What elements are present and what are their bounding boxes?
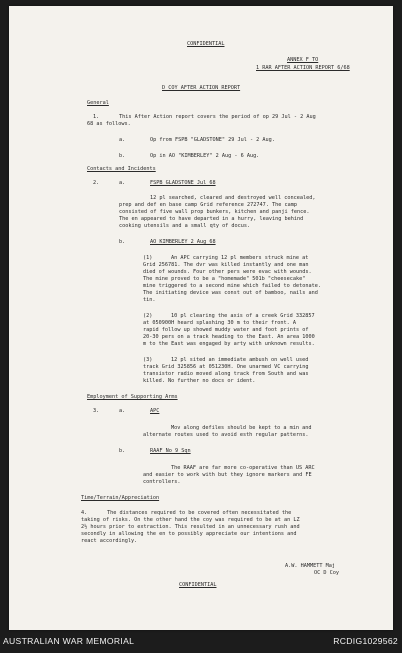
paragraph-line: react accordingly.: [81, 538, 138, 544]
signature-role: OC D Coy: [314, 570, 339, 576]
sub-heading: AO KIMBERLEY 2 Aug 68: [150, 239, 216, 245]
annex-line-2: 1 RAR AFTER ACTION REPORT 6/68: [256, 65, 350, 71]
sub-label: a.: [119, 180, 126, 186]
sub-item-text: Op in AO "KIMBERLEY" 2 Aug - 6 Aug.: [150, 153, 260, 159]
paragraph-line: transistor radio moved along track from South and was: [143, 371, 309, 377]
sub-label: a.: [119, 137, 126, 143]
annex-line-1: ANNEX F TO: [287, 57, 319, 63]
paragraph-line: 20-30 pers on a track heading to the East. An area 1000: [143, 334, 315, 340]
paragraph-line: controllers.: [143, 479, 181, 485]
item-number: (2): [143, 313, 153, 319]
paragraph-line: rapid follow up showed muddy water and foot prints of: [143, 327, 309, 333]
sub-heading: FSPB GLADSTONE Jul 68: [150, 180, 216, 186]
paragraph-line: tin.: [143, 297, 156, 303]
paragraph-line: 12 pl searched, cleared and destroyed well concealed,: [150, 195, 316, 201]
paragraph-line: 2½ hours prior to extraction. This resulted in an unnecessary rush and: [81, 524, 300, 530]
sub-heading: APC: [150, 408, 160, 414]
section-heading-time-terrain: Time/Terrain/Appreciation: [81, 495, 160, 501]
classification-header: CONFIDENTIAL: [187, 41, 225, 47]
paragraph-line: The initiating device was const out of bamboo, nails and: [143, 290, 318, 296]
archive-source-label: AUSTRALIAN WAR MEMORIAL: [3, 636, 135, 646]
paragraph-line: The en appeared to have departed in a hurry, leaving behind: [119, 216, 304, 222]
signature-name: A.W. HAMMETT Maj: [285, 563, 335, 569]
sub-label: a.: [119, 408, 126, 414]
paragraph-line: cooking utensils and a small qty of docus.: [119, 223, 251, 229]
document-page: [9, 6, 393, 630]
paragraph-number: 1.: [93, 114, 100, 120]
paragraph-line: died of wounds. Four other pers were evac with wounds.: [143, 269, 312, 275]
archive-record-id: RCDIG1029562: [333, 636, 398, 646]
paragraph-line: The RAAF are far more co-operative than US ARC: [171, 465, 315, 471]
sub-label: b.: [119, 153, 126, 159]
paragraph-line: secondly in allowing the en to possibly appreciate our intentions and: [81, 531, 297, 537]
paragraph-line: 12 pl sited an immediate ambush on well used: [171, 357, 309, 363]
paragraph-line: taking of risks. On the other hand the coy was required to be at an LZ: [81, 517, 300, 523]
paragraph-line: The distances required to be covered often necessitated the: [107, 510, 292, 516]
paragraph-line: Grid 256781. The dvr was killed instantly and one man: [143, 262, 309, 268]
paragraph-line: The mine proved to be a "homemade" 501b "cheesecake": [143, 276, 306, 282]
paragraph-line: prep and def en base camp Grid reference 272747. The camp: [119, 202, 298, 208]
paragraph-number: 4.: [81, 510, 88, 516]
paragraph-line: killed. No further no docs or ident.: [143, 378, 256, 384]
item-number: (3): [143, 357, 153, 363]
section-heading-general: General: [87, 100, 109, 106]
paragraph-number: 2.: [93, 180, 100, 186]
paragraph-line: consisted of five wall prop bunkers, kitchen and panji fence.: [119, 209, 310, 215]
paragraph-line: This After Action report covers the period of op 29 Jul - 2 Aug: [119, 114, 316, 120]
classification-footer: CONFIDENTIAL: [179, 582, 217, 588]
paragraph-line: m to the East was engaged by arty with unknown results.: [143, 341, 315, 347]
sub-label: b.: [119, 239, 126, 245]
paragraph-line: 10 pl clearing the axis of a creek Grid 332857: [171, 313, 315, 319]
paragraph-line: track Grid 325856 at 051230H. One unarmed VC carrying: [143, 364, 309, 370]
section-heading-contacts: Contacts and Incidents: [87, 166, 156, 172]
paragraph-line: and easier to work with but they ignore markers and FE: [143, 472, 312, 478]
paragraph-line: alternate routes used to avoid esth regular patterns.: [143, 432, 309, 438]
paragraph-line: Mov along defiles should be kept to a min and: [171, 425, 312, 431]
document-title: D COY AFTER ACTION REPORT: [162, 85, 241, 91]
paragraph-line: An APC carrying 12 pl members struck mine at: [171, 255, 309, 261]
paragraph-line: 68 as follows.: [87, 121, 131, 127]
paragraph-line: mine triggered to a second mine which failed to detonate.: [143, 283, 322, 289]
sub-item-text: Op from FSPB "GLADSTONE" 29 Jul - 2 Aug.: [150, 137, 275, 143]
paragraph-line: at 050900H heard splashing 30 m to their front. A: [143, 320, 297, 326]
sub-label: b.: [119, 448, 126, 454]
paragraph-number: 3.: [93, 408, 100, 414]
section-heading-support: Employment of Supporting Arms: [87, 394, 178, 400]
sub-heading: RAAF No 9 Sqn: [150, 448, 191, 454]
item-number: (1): [143, 255, 153, 261]
